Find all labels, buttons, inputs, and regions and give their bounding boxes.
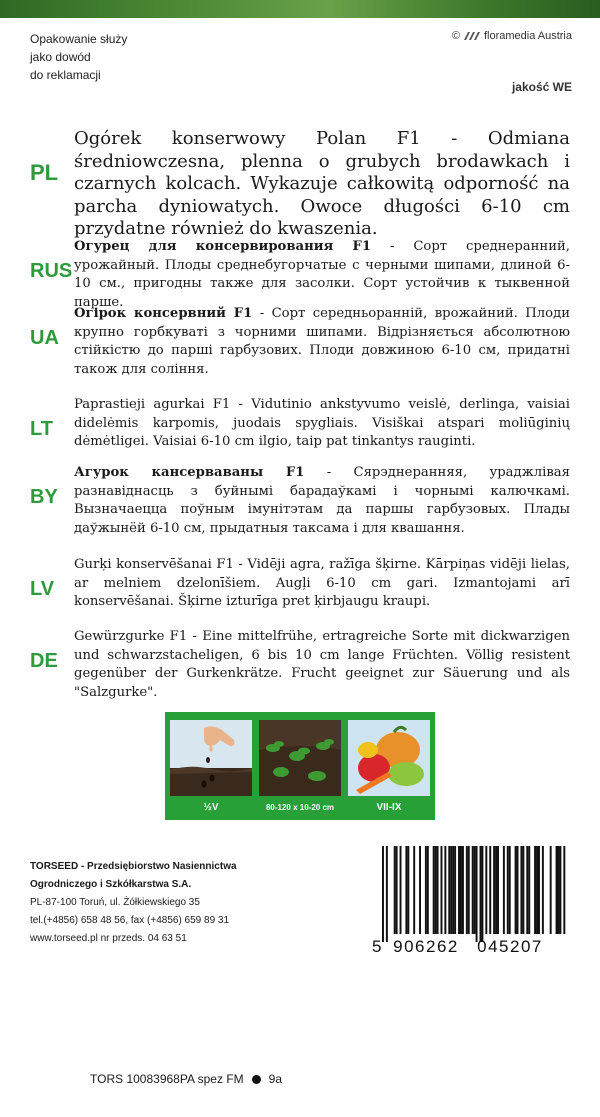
barcode-bar bbox=[437, 846, 439, 934]
description-ru bbox=[30, 238, 570, 312]
barcode-bar bbox=[405, 846, 407, 934]
variety-title: Gurķi konservēšanai F1 bbox=[74, 557, 234, 572]
barcode-bar bbox=[450, 846, 452, 934]
barcode-bar bbox=[448, 846, 450, 934]
sowing-illustration bbox=[170, 720, 252, 796]
barcode-bar bbox=[454, 846, 456, 934]
copyright-notice bbox=[452, 30, 572, 42]
hand-sowing-seeds-icon bbox=[170, 720, 252, 796]
barcode-bar bbox=[517, 846, 519, 934]
barcode-bar bbox=[472, 846, 474, 934]
barcode-bar bbox=[515, 846, 517, 934]
barcode-bar bbox=[522, 846, 524, 934]
barcode-bar bbox=[474, 846, 476, 934]
variety-description: - Vidutinio ankstyvumo veislė, derlinga, vaisiai didelėmis karpomis, juodais spygliais. Visiškai atspari moliūginių dėmėtligei. Vaisiai 6-10 cm ilgio, taip pat tinkantys rauginti. bbox=[74, 397, 570, 450]
spacing-illustration bbox=[259, 720, 341, 796]
company-website: www.torseed.pl nr przeds. 04 63 51 bbox=[30, 933, 187, 944]
copyright-icon: © bbox=[451, 30, 460, 42]
barcode-bar bbox=[495, 846, 497, 934]
print-code-text: TORS 10083968PA spez FM bbox=[90, 1072, 244, 1086]
sowing-info-panel bbox=[165, 712, 435, 820]
variety-title: Ogórek konserwowy Polan F1 bbox=[74, 128, 421, 149]
language-code: UA bbox=[30, 327, 59, 349]
variety-title: Paprastieji agurkai F1 bbox=[74, 397, 231, 412]
language-code: PL bbox=[30, 160, 59, 185]
language-code: RUS bbox=[30, 260, 73, 282]
seedlings-row-icon bbox=[259, 720, 341, 796]
barcode-bar bbox=[468, 846, 470, 934]
barcode-bar bbox=[466, 846, 468, 934]
dot-icon bbox=[252, 1075, 261, 1084]
barcode-bar bbox=[444, 846, 446, 934]
barcode-bar bbox=[563, 846, 565, 934]
complaint-note-line: jako dowód bbox=[30, 50, 91, 64]
barcode-bar bbox=[480, 846, 482, 942]
description-text bbox=[74, 556, 570, 612]
complaint-note-line: Opakowanie służy bbox=[30, 32, 128, 46]
description-de bbox=[30, 628, 570, 702]
print-code bbox=[90, 1072, 282, 1086]
description-lv bbox=[30, 556, 570, 612]
barcode-group-left: 906262 bbox=[393, 937, 459, 956]
barcode-bar bbox=[507, 846, 509, 934]
sowing-time-label: ½V bbox=[203, 802, 219, 813]
barcode-bar bbox=[382, 846, 384, 942]
language-code: BY bbox=[30, 486, 58, 508]
barcode-bar bbox=[550, 846, 552, 934]
description-text bbox=[74, 305, 570, 379]
description-text bbox=[74, 396, 570, 452]
barcode-group-right: 045207 bbox=[477, 937, 543, 956]
copyright-text: floramedia Austria bbox=[483, 30, 572, 42]
barcode-bar bbox=[433, 846, 435, 934]
barcode-bar bbox=[509, 846, 511, 934]
barcode-bar bbox=[556, 846, 558, 934]
barcode-bar bbox=[481, 846, 483, 942]
complaint-note-line: do reklamacji bbox=[30, 68, 101, 82]
harvest-illustration bbox=[348, 720, 430, 796]
barcode-bar bbox=[425, 846, 427, 934]
barcode-bar bbox=[538, 846, 540, 934]
complaint-note bbox=[30, 30, 230, 84]
top-color-strip bbox=[0, 0, 600, 18]
language-code: DE bbox=[30, 650, 58, 672]
barcode-bar bbox=[396, 846, 398, 934]
variety-title: Огірок консервний F1 bbox=[74, 306, 253, 321]
barcode-bar bbox=[435, 846, 437, 934]
barcode-bar bbox=[493, 846, 495, 934]
variety-description: - Сорт середньоранній, врожайний. Плоди крупно горбкуваті з чорними шипами. Відрізняється абсолютною стійкістю до парші гарбузових. Плоди довжиною 6-10 см, придатні також для соління. bbox=[74, 306, 570, 377]
company-phone: tel.(+4856) 658 48 56, fax (+4856) 659 89 31 bbox=[30, 915, 230, 926]
variety-description: - Сорт среднеранний, урожайный. Плоды среднебугорчатые с черными шипами, длиной 6-10 см., пригодны также для засолки. Сорт устойчив к тыквенной парше. bbox=[74, 239, 570, 310]
barcode-bar bbox=[386, 846, 388, 942]
barcode-bar bbox=[534, 846, 536, 934]
barcode-bar bbox=[394, 846, 396, 934]
variety-title: Огурец для консервирования F1 bbox=[74, 239, 372, 254]
description-text bbox=[74, 464, 570, 538]
variety-title: Gewürzgurke F1 bbox=[74, 629, 188, 644]
barcode-bar bbox=[458, 846, 460, 934]
quality-label: jakość WE bbox=[511, 80, 572, 94]
spacing-label: 80-120 x 10-20 cm bbox=[265, 803, 335, 812]
barcode-bar bbox=[558, 846, 560, 934]
vegetables-harvest-icon bbox=[348, 720, 430, 796]
description-ua bbox=[30, 305, 570, 379]
description-pl bbox=[30, 128, 570, 241]
barcode-bar bbox=[407, 846, 409, 934]
language-code: LV bbox=[30, 578, 55, 600]
barcode-bar bbox=[520, 846, 522, 934]
barcode-bar bbox=[419, 846, 421, 934]
barcode-bar bbox=[413, 846, 415, 934]
barcode-bar bbox=[476, 846, 478, 942]
barcode-bar bbox=[485, 846, 487, 934]
barcode-bar bbox=[503, 846, 505, 934]
barcode-bar bbox=[526, 846, 528, 934]
description-by bbox=[30, 464, 570, 538]
description-text bbox=[74, 238, 570, 312]
company-address: PL-87-100 Toruń, ul. Żółkiewskiego 35 bbox=[30, 897, 200, 908]
barcode-bar bbox=[559, 846, 561, 934]
barcode-bar bbox=[542, 846, 544, 934]
variety-description: - Odmiana średniowczesna, plenna o grubych brodawkach i czarnych kolcach. Wykazuje całkowitą odporność na parcha dyniowatych. Owoce długości 6-10 cm przydatne również do kwaszenia. bbox=[74, 128, 571, 239]
variety-description: - Сярэднеранняя, ураджлівая разнавіднасць з буйнымі барадаўкамі і чорнымі калючкамі. Вызначаецца поўным імунітэтам да паршы гарбузовых. Плады даўжынёй 6-10 см, прыдатныя таксама і для квашання. bbox=[74, 465, 570, 536]
barcode-bar bbox=[528, 846, 530, 934]
floramedia-logo-icon bbox=[463, 31, 481, 41]
variety-description: - Eine mittelfrühe, ertragreiche Sorte mit dickwarzigen und schwarzstacheligen, 6 bis 10 cm lange Früchten. Völlig resistent gegenüber der Gurkenkrätze. Frucht geeignet zur Säuerung und als "Salzgurke". bbox=[74, 629, 571, 700]
harvest-time-label: VII-IX bbox=[376, 802, 402, 813]
description-lt bbox=[30, 396, 570, 452]
barcode-bar bbox=[460, 846, 462, 934]
barcode-bar bbox=[441, 846, 443, 934]
company-name: TORSEED - Przedsiębiorstwo Nasiennictwa bbox=[30, 861, 237, 872]
barcode-bar bbox=[536, 846, 538, 934]
company-name-cont: Ogrodniczego i Szkółkarstwa S.A. bbox=[30, 879, 192, 890]
language-code: LT bbox=[30, 418, 53, 440]
company-info bbox=[30, 858, 350, 948]
ean-barcode bbox=[368, 846, 568, 956]
barcode-bar bbox=[497, 846, 499, 934]
barcode-bar bbox=[400, 846, 402, 934]
barcode-bar bbox=[462, 846, 464, 934]
barcode-bar bbox=[452, 846, 454, 934]
barcode-bar bbox=[489, 846, 491, 934]
barcode-bar bbox=[427, 846, 429, 934]
print-code-suffix: 9a bbox=[268, 1072, 282, 1086]
variety-description: - Vidēji agra, ražīga šķirne. Kārpiņas vidēji lielas, ar melniem dzelonīšiem. Augļi 6-10 cm gari. Izmantojami arī konservēšanai. Šķirne izturīga pret ķirbjaugu kraupi. bbox=[74, 557, 570, 610]
barcode-first-digit: 5 bbox=[372, 937, 382, 956]
description-text bbox=[74, 128, 570, 241]
variety-title: Агурок кансерваваны F1 bbox=[74, 465, 305, 480]
description-text bbox=[74, 628, 570, 702]
